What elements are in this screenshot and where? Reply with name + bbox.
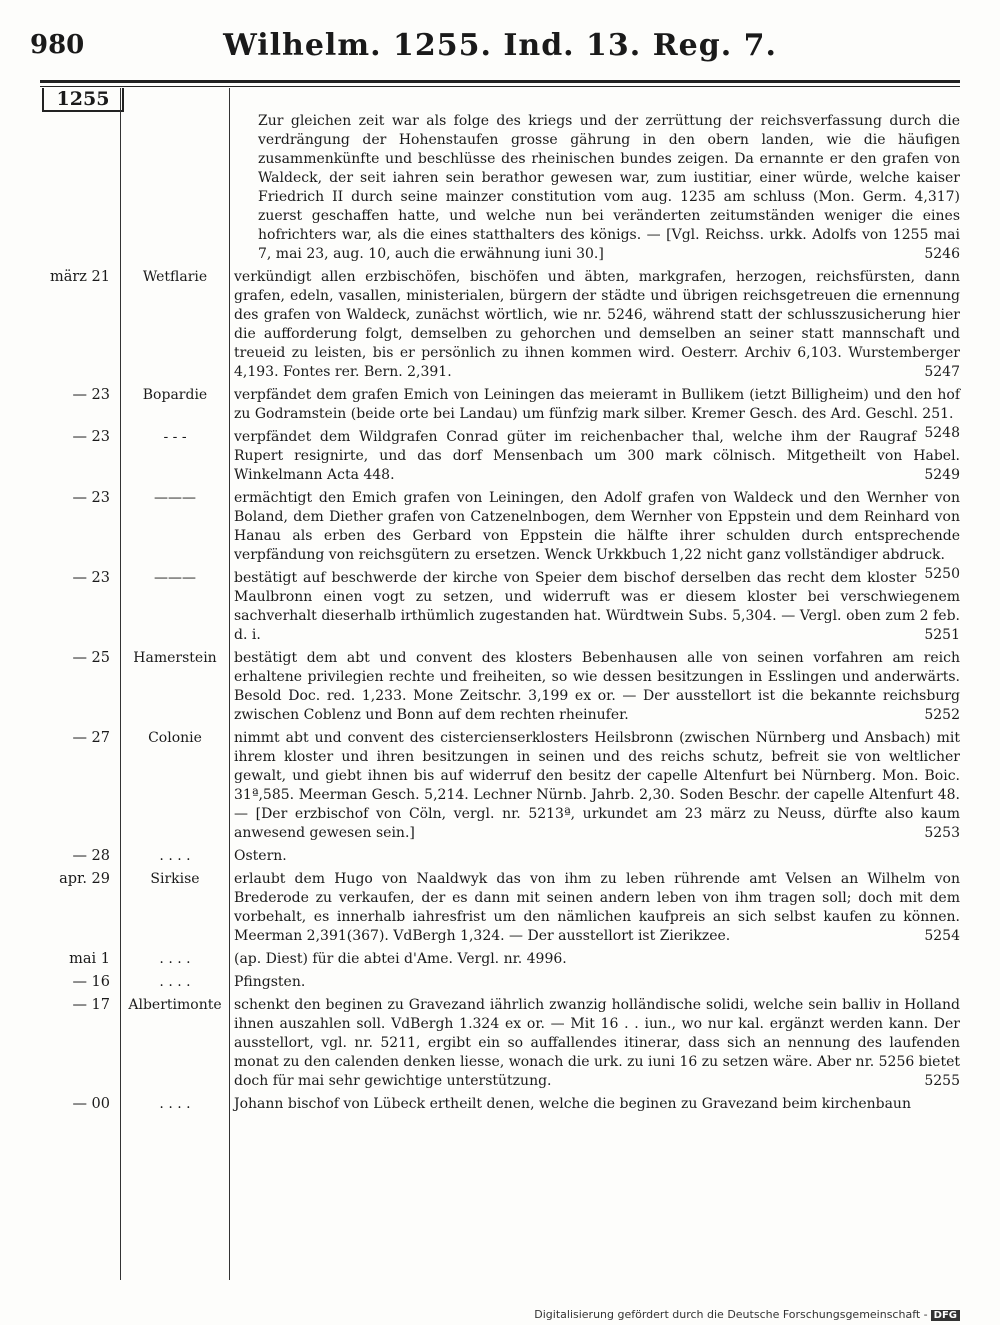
- dfg-logo: DFG: [931, 1310, 960, 1321]
- header-rule-thin: [40, 86, 960, 87]
- entry-pfingsten: [0, 973, 1000, 992]
- running-head: Wilhelm. 1255. Ind. 13. Reg. 7.: [223, 28, 777, 63]
- entry-number: 5251: [924, 627, 960, 643]
- entry-date: — 27: [72, 730, 110, 746]
- entry-date: märz 21: [49, 269, 110, 285]
- regesta-entries: [0, 112, 1000, 1118]
- entry-date: — 00: [72, 1096, 110, 1112]
- entry-number: 5250: [924, 566, 960, 582]
- entry-number: 5249: [924, 467, 960, 483]
- entry-text: Pfingsten.: [234, 974, 306, 990]
- header-rule: [40, 80, 960, 83]
- entry-5250: [0, 489, 1000, 582]
- entry-number: 5247: [924, 364, 960, 380]
- entry-date: — 25: [72, 650, 110, 666]
- entry-text: (ap. Diest) für die abtei d'Ame. Vergl. nr. 4996.: [234, 951, 567, 967]
- entry-place: . . . .: [159, 1096, 191, 1112]
- entry-place: Albertimonte: [128, 997, 222, 1013]
- entry-number: 5255: [924, 1073, 960, 1089]
- entry-5246: [0, 112, 1000, 264]
- entry-place: Sirkise: [150, 871, 200, 887]
- footer-text: Digitalisierung gefördert durch die Deutsche Forschungsgemeinschaft -: [534, 1308, 928, 1321]
- entry-text: verkündigt allen erzbischöfen, bischöfen und äbten, markgrafen, herzogen, reichsfürsten, dann grafen, edeln, vasallen, ministerialen, bürgern der städte und übrigen reichsgetreuen die ernennung des grafen von Waldeck, zunächst wörtlich, wie nr. 5246, während statt der schlusszusicherung hier die aufforderung folgt, demselben zu gehorchen und demselben an seiner statt mannschaft und treueid zu leisten, bis er persönlich zu ihnen kommen wird. Oesterr. Archiv 6,103. Wurstemberger 4,193. Fontes rer. Bern. 2,391. 5247: [234, 269, 960, 380]
- footer-credit: [534, 1308, 960, 1321]
- entry-place: Colonie: [148, 730, 202, 746]
- entry-text: nimmt abt und convent des cistercienserklosters Heilsbronn (zwischen Nürnberg und Ansbach) mit ihrem kloster und ihren besitzungen in seinen und des reichs schutz, befreit sie von weltlicher gewalt, und giebt ihnen bis auf widerruf den besitz der capelle Altenfurt bei Nürnberg. Mon. Boic. 31ª,585. Meerman Gesch. 5,214. Lechner Nürnb. Jahrb. 2,30. Soden Beschr. der capelle Altenfurt 48. — [Der erzbischof von Cöln, vergl. nr. 5213ª, urkundet am 23 märz zu Neuss, dürfte also kaum anwesend gewesen sein.] 5253: [234, 730, 960, 841]
- entry-date: — 17: [72, 997, 110, 1013]
- entry-text: schenkt den beginen zu Gravezand iährlich zwanzig holländische solidi, welche sein balliv in Holland ihnen auszahlen soll. VdBergh 1.324 ex or. — Mit 16 . . iun., wo nur kal. ergänzt werden kann. Der ausstellort, vgl. nr. 5211, ergibt ein so auffallendes itinerar, dass sich an nennung des laufenden monat zu den calenden denken liesse, wonach die urk. zu iuni 16 zu setzen wäre. Aber nr. 5256 bietet doch für mai sehr gewichtige unterstützung. 5255: [234, 997, 960, 1089]
- entry-date: — 23: [72, 429, 110, 445]
- entry-text: erlaubt dem Hugo von Naaldwyk das von ihm zu leben rührende amt Velsen an Wilhelm von Brederode zu verkaufen, der es dann mit seinen andern leben von ihm tragen soll; doch mit dem vorbehalt, es innerhalb iahresfrist um den nämlichen kaufpreis an sich selbst kaufen zu können. Meerman 2,391(367). VdBergh 1,324. — Der ausstellort ist Zierikzee. 5254: [234, 871, 960, 944]
- entry-date: — 23: [72, 490, 110, 506]
- entry-place: . . . .: [159, 848, 191, 864]
- entry-text: Ostern.: [234, 848, 287, 864]
- entry-text: bestätigt dem abt und convent des klosters Bebenhausen alle von seinen vorfahren am reich erhaltene privilegien rechte und freiheiten, so wie dessen besitzungen in Esslingen und anderwärts. Besold Doc. red. 1,233. Mone Zeitschr. 3,199 ex or. — Der ausstellort ist die bekannte reichsburg zwischen Coblenz und Bonn auf dem rechten rheinufer. 5252: [234, 650, 960, 723]
- entry-place: . . . .: [159, 974, 191, 990]
- entry-number: 5252: [924, 707, 960, 723]
- entry-date: — 23: [72, 570, 110, 586]
- entry-5252: [0, 649, 1000, 725]
- entry-date: — 23: [72, 387, 110, 403]
- entry-5251: [0, 569, 1000, 645]
- entry-5247: [0, 268, 1000, 382]
- entry-text: bestätigt auf beschwerde der kirche von Speier dem bischof derselben das recht dem kloster Maulbronn einen vogt zu setzen, und widerruft was er diesem kloster bei verschwiegenem sachverhalt dieserhalb irthümlich zugestanden hat. Würdtwein Subs. 5,304. — Vergl. oben zum 2 feb. d. i. 5251: [234, 570, 960, 643]
- entry-text: Zur gleichen zeit war als folge des kriegs und der zerrüttung der reichsverfassung durch die verdrängung der Hohenstaufen grosse gährung in den obern landen, wie die häufigen zusammenkünfte und beschlüsse des rheinischen bundes zeigen. Da ernannte er den grafen von Waldeck, der seit iahren sein berathor gewesen war, zum iustitiar, einer würde, welche kaiser Friedrich II durch seine mainzer constitution vom aug. 1235 am schluss (Mon. Germ. 4,317) zuerst geschaffen hatte, und welche nun bei veränderten zeitumständen weniger die eines hofrichters war, als die eines statthalters des königs. — [Vgl. Reichss. urkk. Adolfs von 1255 mai 7, mai 23, aug. 10, auch die erwähnung iuni 30.] 5246: [258, 113, 960, 262]
- entry-date: mai 1: [69, 951, 110, 967]
- entry-place: - - -: [163, 429, 187, 445]
- entry-place: Hamerstein: [133, 650, 217, 666]
- entry-text: ermächtigt den Emich grafen von Leiningen, den Adolf grafen von Waldeck und den Wernher von Boland, dem Diether grafen von Catzenelnbogen, dem Wernher von Eppstein und dem Reinhard von Hanau als erben des Gerbard von Eppstein die hälfte ihrer schulden durch entsprechende verpfändung von reichsgütern zu ersetzen. Wenck Urkkbuch 1,22 nicht ganz vollständiger abdruck. 5250: [234, 490, 960, 582]
- page-number: 980: [30, 30, 85, 60]
- entry-place: Wetflarie: [142, 269, 208, 285]
- entry-mai-1: [0, 950, 1000, 969]
- entry-number: 5248: [924, 425, 960, 441]
- entry-ostern: [0, 847, 1000, 866]
- entry-place: ———: [154, 490, 196, 506]
- entry-place: ———: [154, 570, 196, 586]
- entry-text: verpfändet dem Wildgrafen Conrad güter im reichenbacher thal, welche ihm der Raugraf Rupert resignirte, und das dorf Mensenbach um 300 mark cölnisch. Mitgetheilt von Habel. Winkelmann Acta 448. 5249: [234, 429, 960, 483]
- entry-date: — 16: [72, 974, 110, 990]
- entry-date: — 28: [72, 848, 110, 864]
- entry-number: 5253: [924, 825, 960, 841]
- entry-5255: [0, 996, 1000, 1091]
- entry-text: Johann bischof von Lübeck ertheilt denen, welche die beginen zu Gravezand beim kirchenbaun: [234, 1096, 911, 1112]
- entry-number: 5246: [924, 246, 960, 262]
- entry-5253: [0, 729, 1000, 843]
- entry-last: [0, 1095, 1000, 1114]
- entry-place: Bopardie: [142, 387, 208, 403]
- year-box: 1255: [42, 88, 124, 112]
- entry-5249: [0, 428, 1000, 485]
- entry-date: apr. 29: [59, 871, 110, 887]
- entry-5248: [0, 386, 1000, 441]
- entry-text: verpfändet dem grafen Emich von Leiningen das meieramt in Bullikem (ietzt Billigheim) und den hof zu Godramstein (beide orte bei Landau) um fünfzig mark silber. Kremer Gesch. des Ard. Geschl. 251. 5248: [234, 387, 960, 441]
- entry-5254: [0, 870, 1000, 946]
- entry-place: . . . .: [159, 951, 191, 967]
- entry-number: 5254: [924, 928, 960, 944]
